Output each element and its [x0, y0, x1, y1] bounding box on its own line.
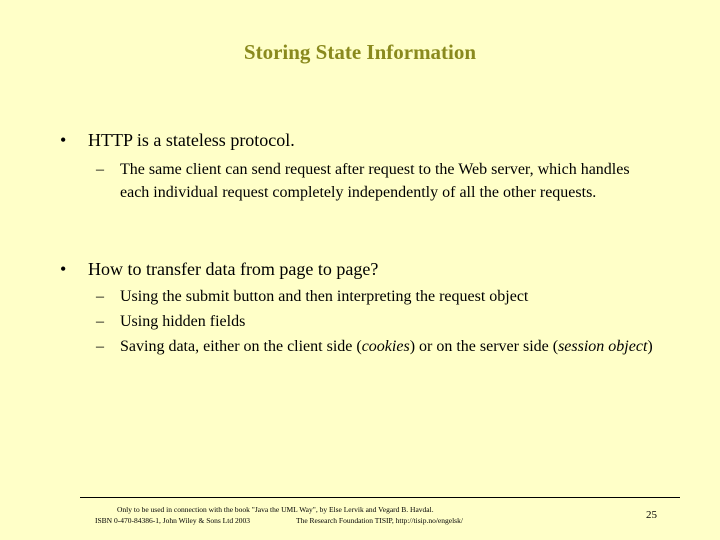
dash-icon: –	[96, 313, 104, 330]
footer-divider	[80, 497, 680, 498]
bullet-text: HTTP is a stateless protocol.	[88, 130, 295, 150]
footer-copyright-line: Only to be used in connection with the book "Java the UML Way", by Else Lervik and Vegard B. Havdal.	[117, 505, 434, 514]
bullet-text: How to transfer data from page to page?	[88, 259, 379, 279]
dash-icon: –	[96, 288, 104, 305]
text-part: )	[647, 338, 653, 355]
bullet-icon: •	[60, 259, 67, 279]
footer-publisher: The Research Foundation TISIP, http://tisip.no/engelsk/	[296, 516, 463, 525]
text-part: Saving data, either on the client side (	[120, 338, 362, 355]
sub-bullet-text: Using hidden fields	[120, 313, 246, 330]
page-number: 25	[646, 509, 657, 521]
sub-bullet-text	[120, 335, 660, 358]
sub-bullet-text: Using the submit button and then interpreting the request object	[120, 288, 529, 305]
sub-bullet-text: The same client can send request after request to the Web server, which handles each individual request completely independently of all the other requests.	[120, 161, 630, 201]
dash-icon: –	[96, 161, 104, 178]
bullet-icon: •	[60, 130, 67, 150]
dash-icon: –	[96, 338, 104, 355]
cookies-term: cookies	[361, 338, 410, 355]
slide-title: Storing State Information	[243, 40, 477, 64]
footer-isbn: ISBN 0-470-84386-1, John Wiley & Sons Ltd 2003	[95, 516, 250, 525]
session-object-term: session object	[558, 338, 648, 355]
text-part: ) or on the server side (	[409, 338, 559, 355]
